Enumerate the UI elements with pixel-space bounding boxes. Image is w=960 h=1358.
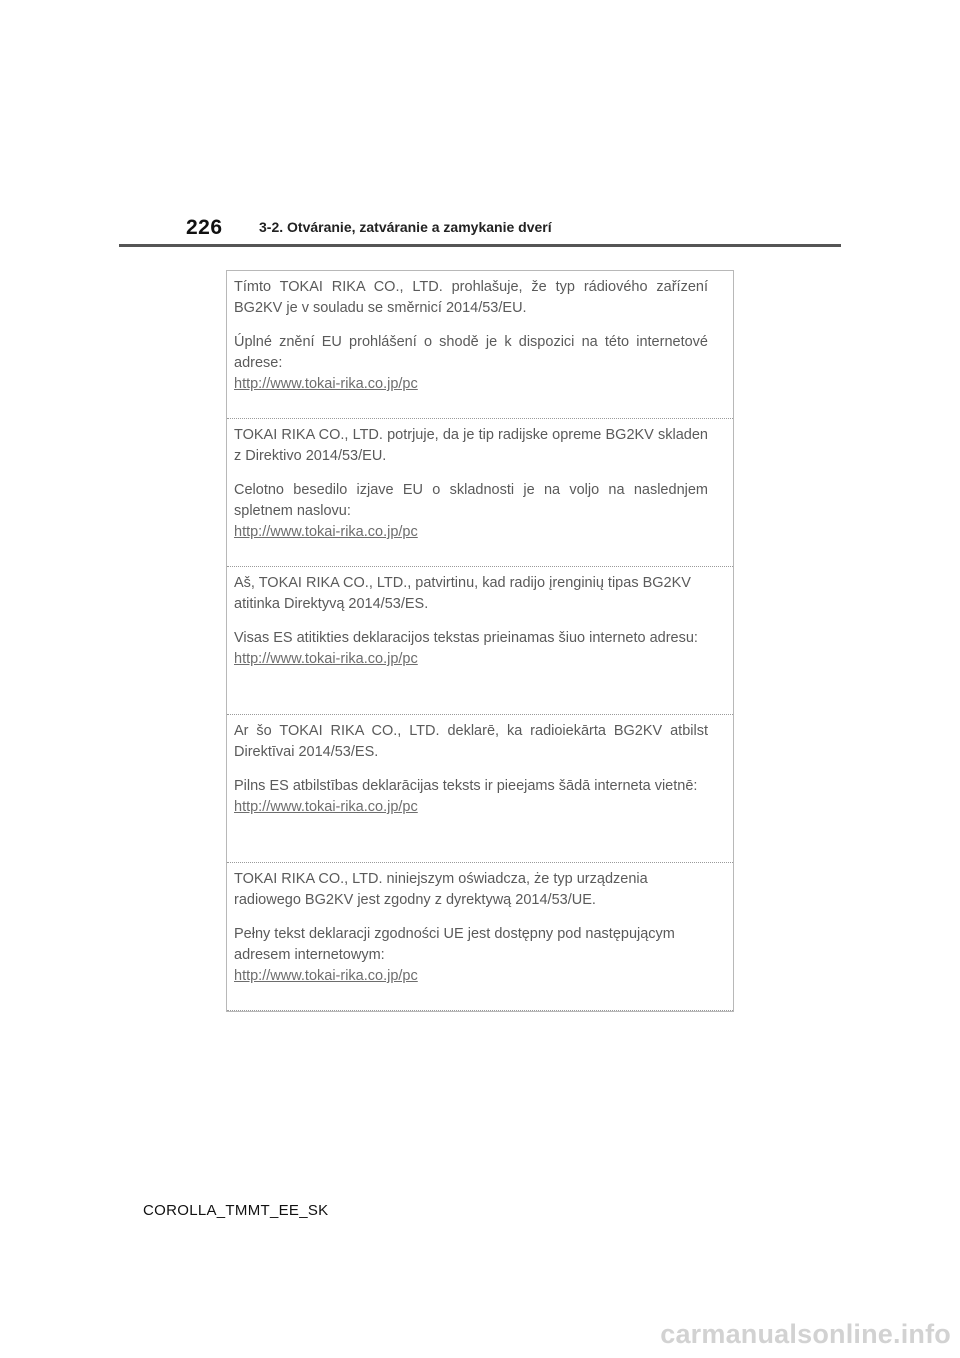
declaration-cell-lithuanian xyxy=(227,567,733,715)
page-header xyxy=(186,214,846,244)
header-divider xyxy=(119,244,841,247)
watermark-text: carmanualsonline.info xyxy=(660,1319,951,1349)
declaration-availability: Visas ES atitikties deklaracijos tekstas prieinamas šiuo interneto adresu: xyxy=(234,630,698,646)
declaration-statement: Tímto TOKAI RIKA CO., LTD. prohlašuje, že typ rádiového zařízení BG2KV je v souladu se směrnicí 2014/53/EU. xyxy=(234,279,708,316)
document-code: COROLLA_TMMT_EE_SK xyxy=(143,1202,329,1219)
declaration-statement: TOKAI RIKA CO., LTD. niniejszym oświadcza, że typ urządzenia radiowego BG2KV jest zgodny z dyrektywą 2014/53/UE. xyxy=(234,871,648,908)
declaration-cell-slovenian xyxy=(227,419,733,567)
declaration-cell-latvian xyxy=(227,715,733,863)
declaration-availability: Úplné znění EU prohlášení o shodě je k dispozici na této internetové adrese: xyxy=(234,334,708,371)
declaration-cell-polish xyxy=(227,863,733,1011)
declaration-availability: Pilns ES atbilstības deklarācijas teksts ir pieejams šādā interneta vietnē: xyxy=(234,778,698,794)
declaration-link[interactable]: http://www.tokai-rika.co.jp/pc xyxy=(234,799,418,815)
declaration-link[interactable]: http://www.tokai-rika.co.jp/pc xyxy=(234,968,418,984)
page-number: 226 xyxy=(186,216,223,239)
section-title: 3-2. Otváranie, zatváranie a zamykanie dverí xyxy=(259,219,552,235)
declaration-link[interactable]: http://www.tokai-rika.co.jp/pc xyxy=(234,376,418,392)
declaration-availability: Pełny tekst deklaracji zgodności UE jest dostępny pod następującym adresem internetowym: xyxy=(234,926,675,963)
declaration-statement: TOKAI RIKA CO., LTD. potrjuje, da je tip radijske opreme BG2KV skladen z Direktivo 2014/53/EU. xyxy=(234,427,708,464)
declaration-statement: Aš, TOKAI RIKA CO., LTD., patvirtinu, kad radijo įrenginių tipas BG2KV atitinka Direktyvą 2014/53/ES. xyxy=(234,575,691,612)
declaration-statement: Ar šo TOKAI RIKA CO., LTD. deklarē, ka radioiekārta BG2KV atbilst Direktīvai 2014/53/ES. xyxy=(234,723,708,760)
declaration-table xyxy=(226,270,734,1012)
declaration-link[interactable]: http://www.tokai-rika.co.jp/pc xyxy=(234,524,418,540)
declaration-cell-czech xyxy=(227,271,733,419)
declaration-availability: Celotno besedilo izjave EU o skladnosti je na voljo na naslednjem spletnem naslovu: xyxy=(234,482,708,519)
declaration-link[interactable]: http://www.tokai-rika.co.jp/pc xyxy=(234,651,418,667)
